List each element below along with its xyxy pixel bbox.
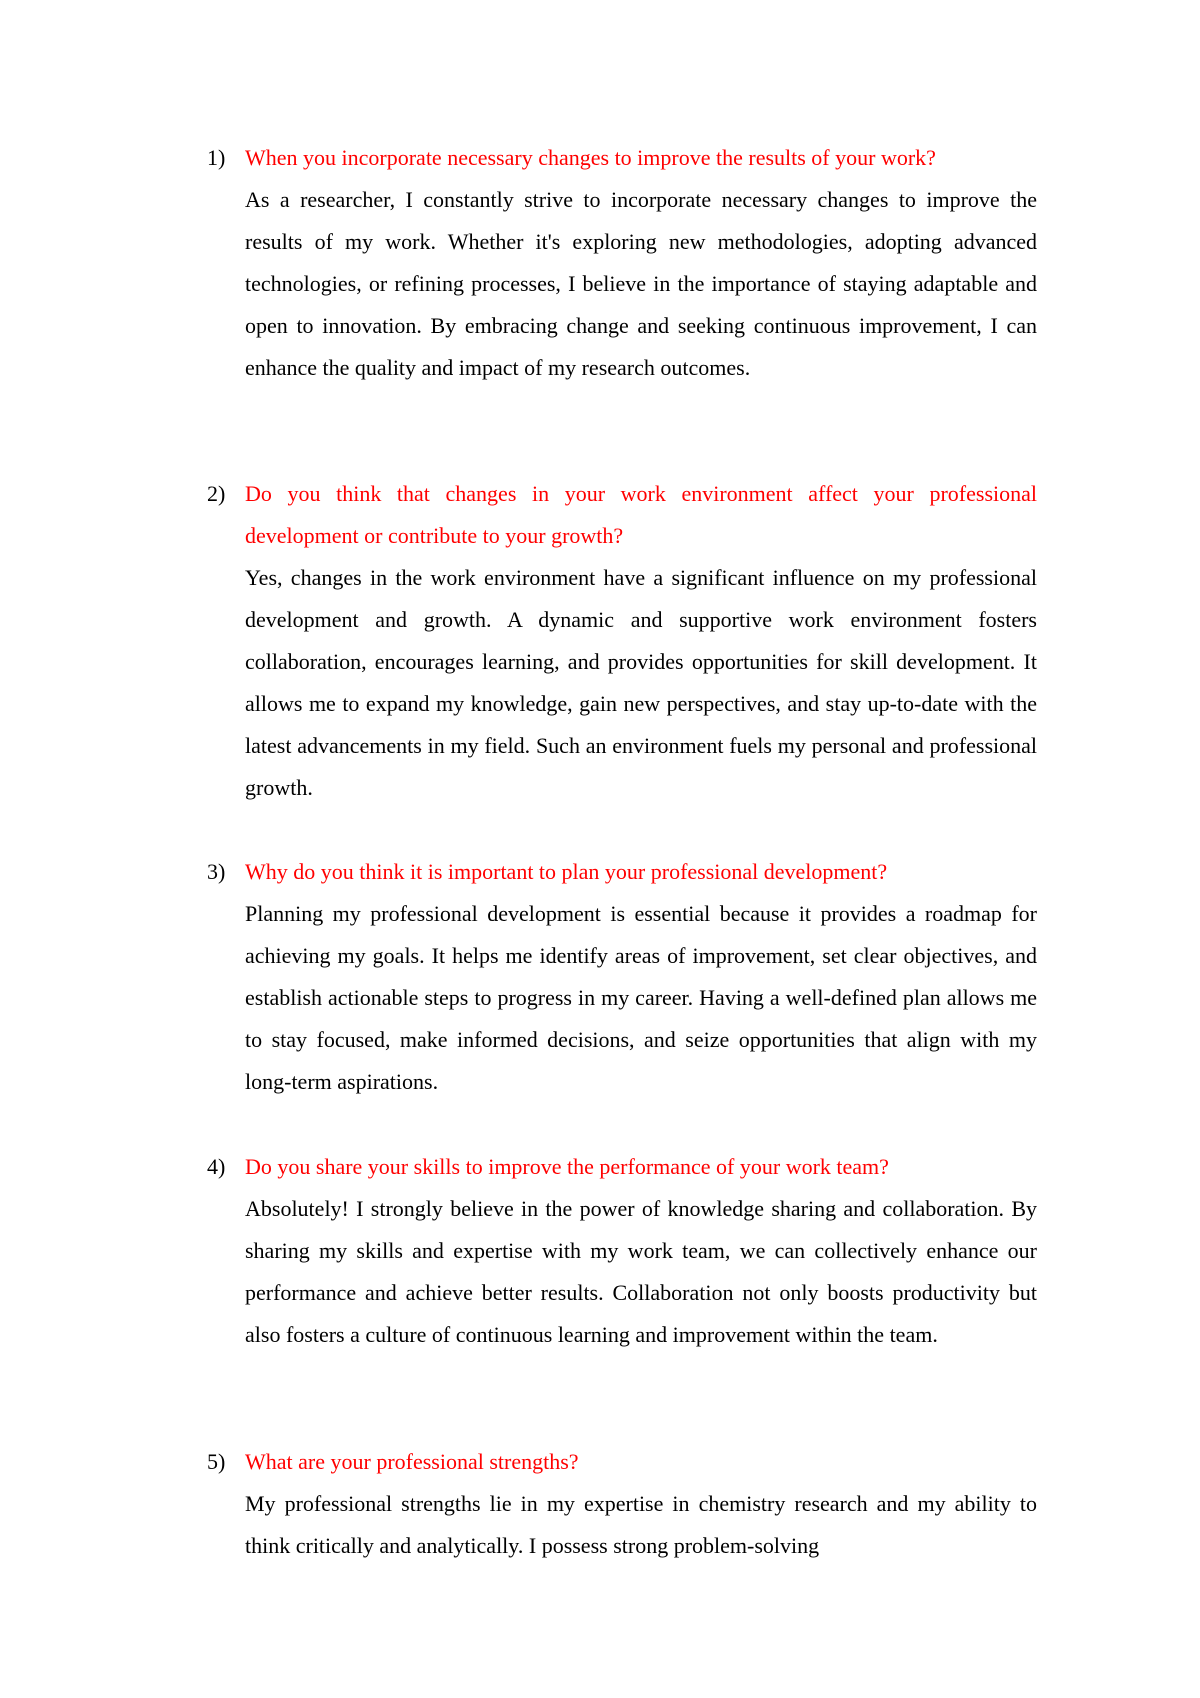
qa-item-3 (207, 851, 1037, 1103)
answer-text: As a researcher, I constantly strive to incorporate necessary changes to improve the results of my work. Whether it's exploring new methodologies, adopting advanced technologies, or refining processes, I believe in the importance of staying adaptable and open to innovation. By embracing change and seeking continuous improvement, I can enhance the quality and impact of my research outcomes. (245, 187, 1037, 380)
item-number: 1) (207, 145, 226, 170)
qa-item-4 (207, 1146, 1037, 1356)
answer-text: Planning my professional development is essential because it provides a roadmap for achieving my goals. It helps me identify areas of improvement, set clear objectives, and establish actionable steps to progress in my career. Having a well-defined plan allows me to stay focused, make informed decisions, and seize opportunities that align with my long-term aspirations. (245, 901, 1037, 1094)
question-text: Why do you think it is important to plan your professional development? (245, 859, 888, 884)
item-number: 4) (207, 1154, 226, 1179)
item-number: 2) (207, 481, 226, 506)
qa-item-5 (207, 1441, 1037, 1567)
question-text: What are your professional strengths? (245, 1449, 579, 1474)
answer-text: Yes, changes in the work environment have a significant influence on my professional development and growth. A dynamic and supportive work environment fosters collaboration, encourages learning, and provides opportunities for skill development. It allows me to expand my knowledge, gain new perspectives, and stay up-to-date with the latest advancements in my field. Such an environment fuels my personal and professional growth. (245, 565, 1037, 800)
qa-item-2 (207, 473, 1037, 809)
qa-item-1 (207, 137, 1037, 389)
answer-text: Absolutely! I strongly believe in the power of knowledge sharing and collaboration. By sharing my skills and expertise with my work team, we can collectively enhance our performance and achieve better results. Collaboration not only boosts productivity but also fosters a culture of continuous learning and improvement within the team. (245, 1196, 1037, 1347)
item-number: 3) (207, 859, 226, 884)
question-text: Do you share your skills to improve the performance of your work team? (245, 1154, 889, 1179)
item-number: 5) (207, 1449, 226, 1474)
question-text: Do you think that changes in your work environment affect your professional development or contribute to your growth? (245, 481, 1037, 548)
question-text: When you incorporate necessary changes to improve the results of your work? (245, 145, 936, 170)
answer-text: My professional strengths lie in my expertise in chemistry research and my ability to think critically and analytically. I possess strong problem-solving (245, 1491, 1037, 1558)
